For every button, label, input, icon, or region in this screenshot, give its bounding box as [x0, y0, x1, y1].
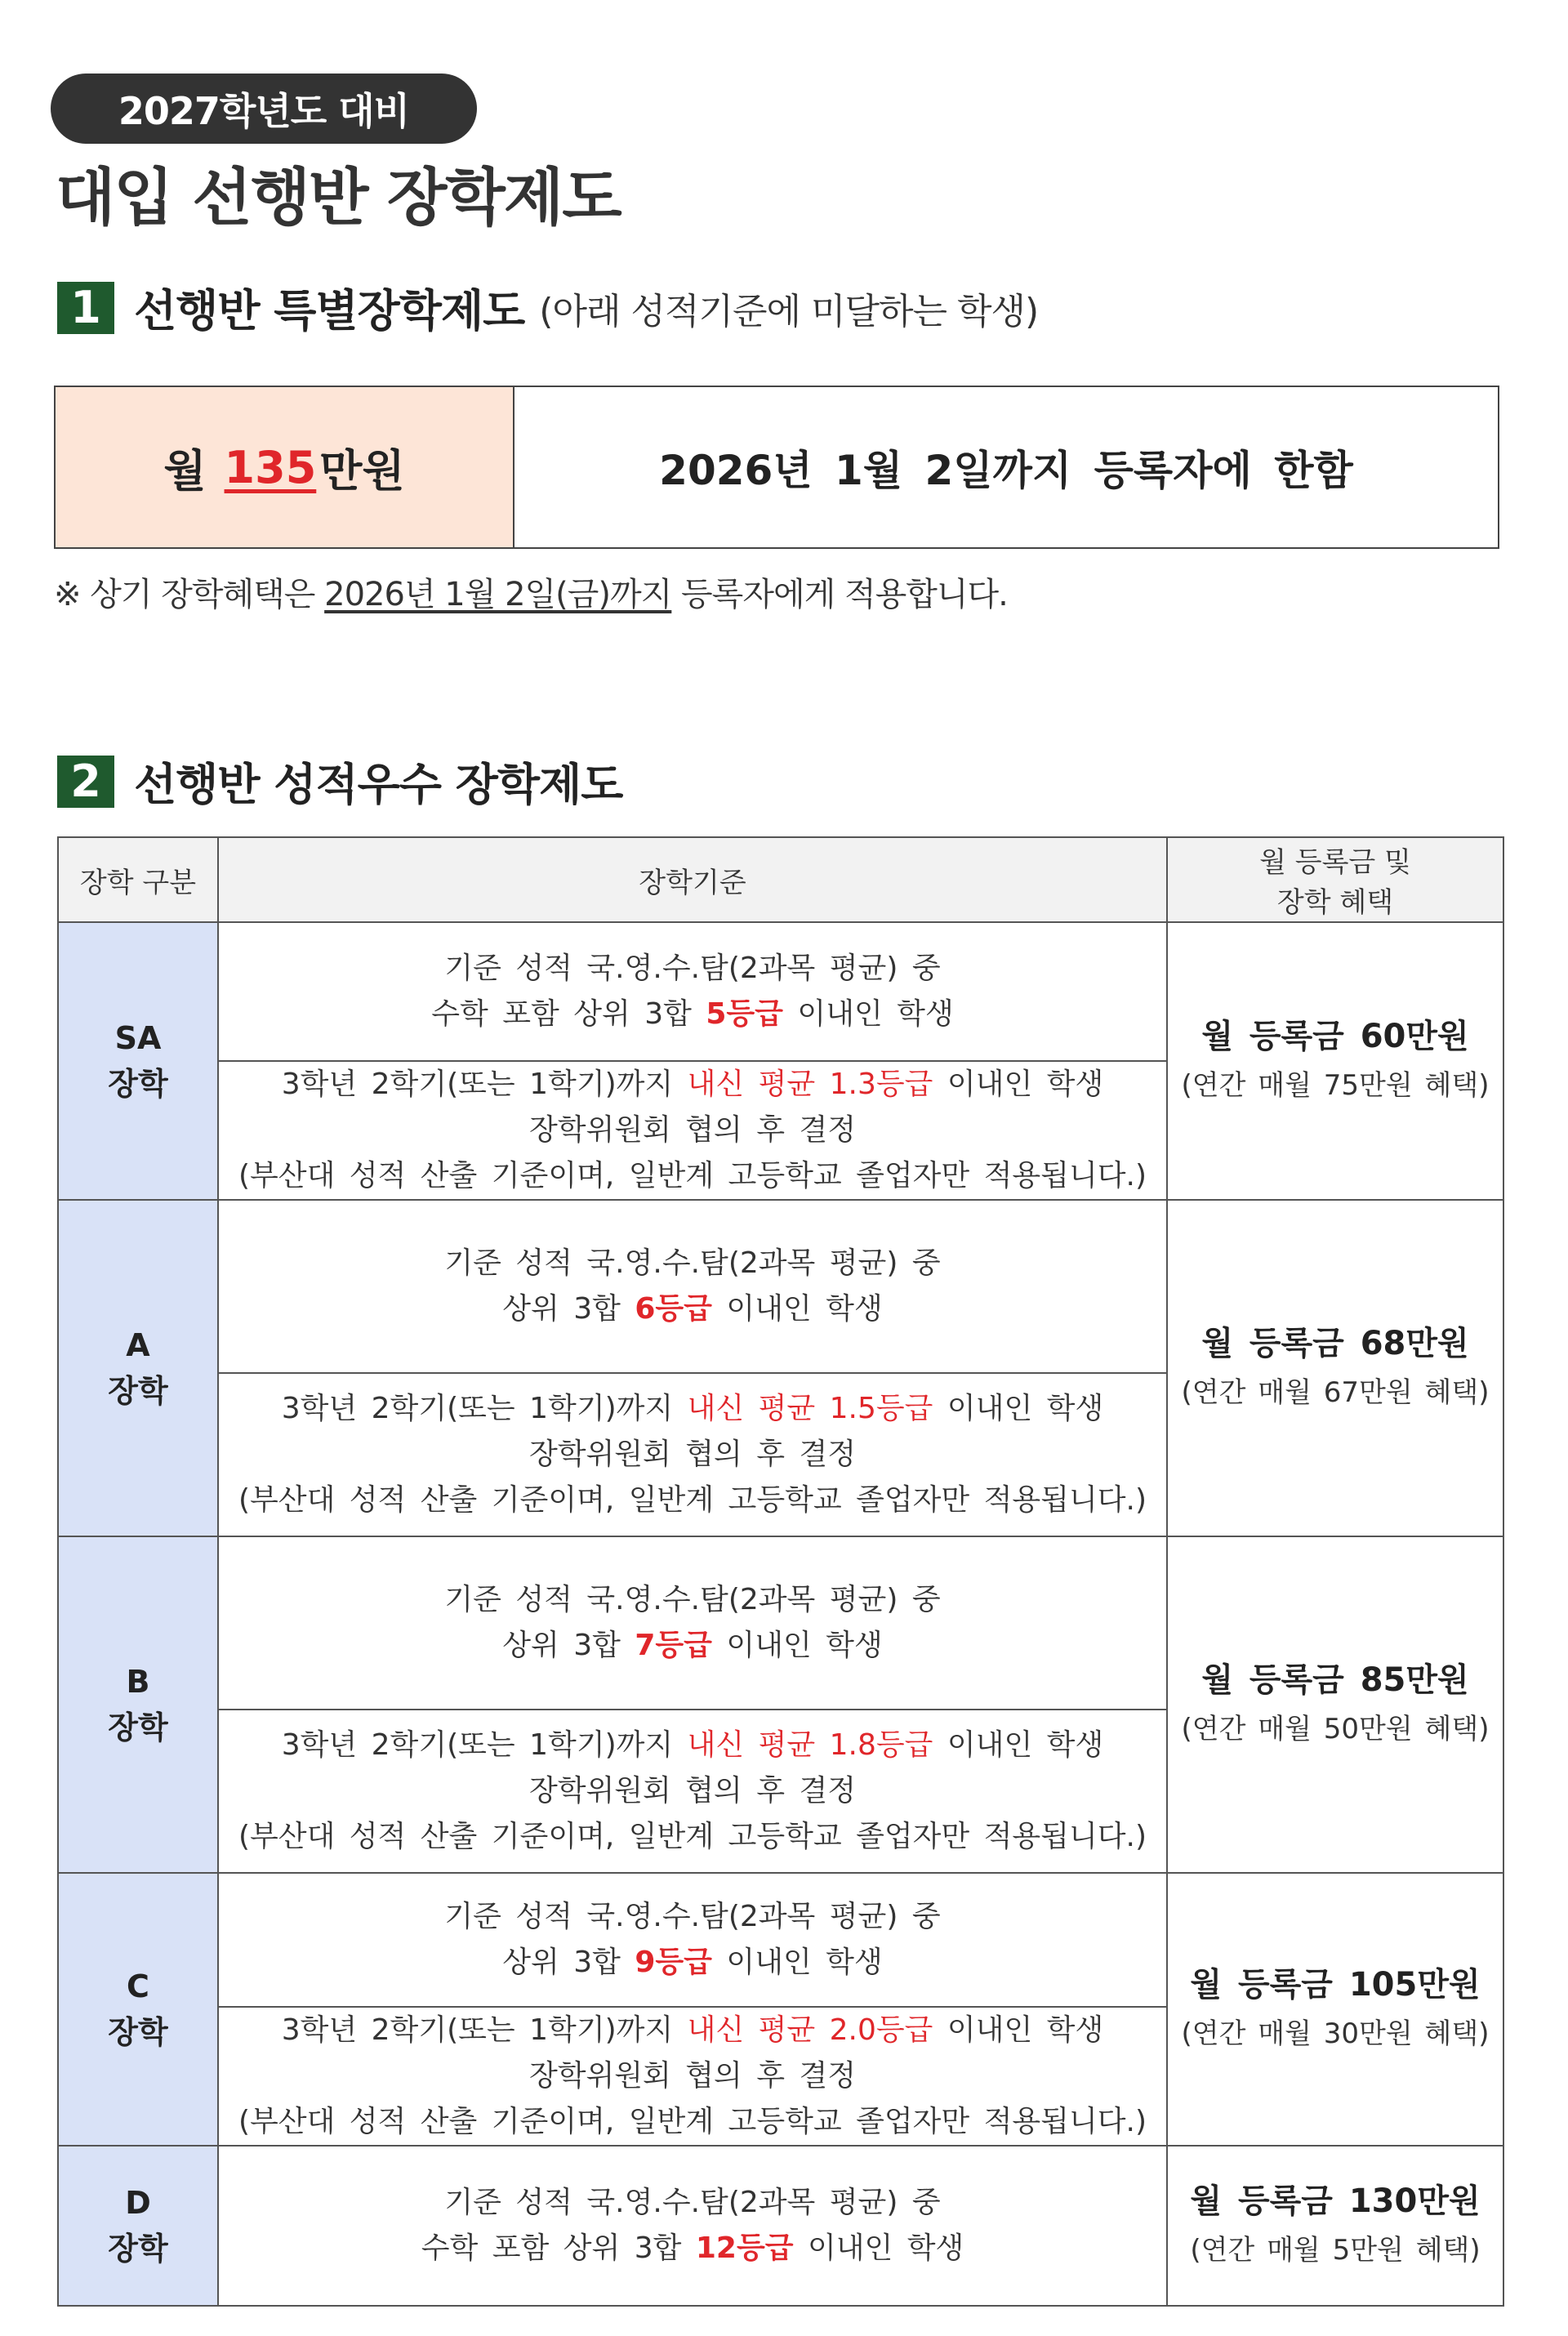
criteria-line	[219, 992, 1166, 1037]
section1-heading	[57, 276, 1038, 339]
criteria-line	[219, 1623, 1166, 1669]
criteria-text: 이내인 학생	[933, 1392, 1104, 1425]
criteria-text: 상위 3합	[502, 1946, 635, 1979]
criteria-line: (부산대 성적 산출 기준이며, 일반계 고등학교 졸업자만 적용됩니다.)	[238, 2105, 1147, 2138]
criteria-text: 이내인 학생	[711, 1946, 883, 1979]
grade-highlight: 12등급	[695, 2231, 794, 2265]
row-category	[58, 1873, 218, 2146]
note-date: 2026년 1월 2일(금)까지	[324, 576, 672, 613]
criteria-text: 이내인 학생	[711, 1292, 883, 1326]
header-criteria: 장학기준	[218, 837, 1167, 922]
criteria-line: 기준 성적 국.영.수.탐(2과목 평균) 중	[444, 1583, 941, 1616]
table-row	[58, 1536, 1503, 1710]
criteria-text: 상위 3합	[502, 1629, 635, 1662]
special-note	[54, 568, 1008, 615]
criteria-line: 장학위원회 협의 후 결정	[528, 2059, 857, 2093]
note-prefix: ※ 상기 장학혜택은	[54, 576, 325, 613]
section2-heading	[57, 750, 622, 813]
criteria-text: 이내인 학생	[793, 2231, 964, 2265]
header-benefit	[1167, 837, 1503, 922]
benefit-main: 월 등록금 130만원	[1190, 2182, 1481, 2220]
criteria-line: (부산대 성적 산출 기준이며, 일반계 고등학교 졸업자만 적용됩니다.)	[238, 1483, 1147, 1517]
criteria-line: 기준 성적 국.영.수.탐(2과목 평균) 중	[444, 1900, 941, 1933]
section1-number: 1	[57, 282, 114, 334]
criteria-school-record	[218, 1710, 1167, 1873]
benefit-sub: (연간 매월 5만원 혜택)	[1190, 2234, 1481, 2267]
benefit-sub: (연간 매월 75만원 혜택)	[1181, 1069, 1490, 1102]
category-code: C	[127, 1968, 149, 2004]
criteria-text: 이내인 학생	[711, 1629, 883, 1662]
category-label: 장학	[108, 2231, 168, 2267]
criteria-text: 상위 3합	[502, 1292, 635, 1326]
criteria-school-record	[218, 1373, 1167, 1536]
criteria-text: 3학년 2학기(또는 1학기)까지	[281, 2013, 688, 2047]
criteria-line	[219, 2226, 1166, 2271]
criteria-line: 기준 성적 국.영.수.탐(2과목 평균) 중	[444, 952, 941, 985]
year-badge: 2027학년도 대비	[51, 74, 477, 144]
category-code: SA	[114, 1020, 162, 1056]
grade-highlight: 6등급	[635, 1292, 712, 1326]
criteria-score	[218, 2146, 1167, 2306]
criteria-line: (부산대 성적 산출 기준이며, 일반계 고등학교 졸업자만 적용됩니다.)	[238, 1820, 1147, 1853]
record-highlight: 내신 평균 2.0등급	[687, 2013, 933, 2047]
grade-highlight: 7등급	[635, 1629, 712, 1662]
criteria-line	[219, 1386, 1166, 1432]
grade-highlight: 5등급	[706, 997, 783, 1031]
category-code: B	[126, 1664, 150, 1700]
criteria-score	[218, 1536, 1167, 1710]
criteria-text: 수학 포함 상위 3합	[431, 997, 706, 1031]
row-category	[58, 922, 218, 1200]
table-row	[58, 2146, 1503, 2306]
criteria-line	[219, 1723, 1166, 1768]
criteria-line: 기준 성적 국.영.수.탐(2과목 평균) 중	[444, 1246, 941, 1280]
criteria-score	[218, 1200, 1167, 1373]
criteria-text: 수학 포함 상위 3합	[421, 2231, 696, 2265]
row-benefit	[1167, 2146, 1503, 2306]
category-code: D	[125, 2185, 151, 2221]
header-benefit-line1: 월 등록금 및	[1259, 846, 1411, 879]
header-benefit-line2: 장학 혜택	[1276, 886, 1394, 919]
page-title: 대입 선행반 장학제도	[56, 161, 621, 234]
criteria-school-record	[218, 1061, 1167, 1200]
header-category: 장학 구분	[58, 837, 218, 922]
criteria-text: 3학년 2학기(또는 1학기)까지	[281, 1392, 688, 1425]
category-code: A	[126, 1327, 150, 1363]
row-category	[58, 1200, 218, 1536]
record-highlight: 내신 평균 1.3등급	[687, 1068, 933, 1101]
criteria-score	[218, 922, 1167, 1061]
row-benefit	[1167, 1200, 1503, 1536]
benefit-sub: (연간 매월 67만원 혜택)	[1181, 1376, 1490, 1409]
scholarship-table	[57, 836, 1504, 2307]
section2-title: 선행반 성적우수 장학제도	[134, 759, 623, 810]
criteria-text: 이내인 학생	[782, 997, 954, 1031]
row-benefit	[1167, 1873, 1503, 2146]
criteria-text: 이내인 학생	[933, 2013, 1104, 2047]
criteria-score	[218, 1873, 1167, 2007]
benefit-sub: (연간 매월 30만원 혜택)	[1181, 2017, 1490, 2050]
special-condition: 2026년 1월 2일까지 등록자에 한함	[659, 447, 1353, 494]
category-label: 장학	[108, 1066, 168, 1102]
criteria-text: 3학년 2학기(또는 1학기)까지	[281, 1728, 688, 1762]
special-price	[56, 387, 514, 547]
table-row	[58, 922, 1503, 1061]
criteria-line: (부산대 성적 산출 기준이며, 일반계 고등학교 졸업자만 적용됩니다.)	[238, 1159, 1147, 1193]
price-prefix: 월	[163, 444, 207, 497]
category-label: 장학	[108, 1373, 168, 1409]
benefit-sub: (연간 매월 50만원 혜택)	[1181, 1713, 1490, 1745]
section1-subtitle: (아래 성적기준에 미달하는 학생)	[539, 290, 1039, 332]
criteria-line	[219, 1940, 1166, 1986]
section2-number: 2	[57, 756, 114, 808]
note-suffix: 등록자에게 적용합니다.	[671, 576, 1008, 613]
row-benefit	[1167, 922, 1503, 1200]
table-header-row	[58, 837, 1503, 922]
criteria-text: 3학년 2학기(또는 1학기)까지	[281, 1068, 688, 1101]
criteria-line	[219, 1062, 1166, 1108]
record-highlight: 내신 평균 1.8등급	[687, 1728, 933, 1762]
criteria-line: 장학위원회 협의 후 결정	[528, 1113, 857, 1147]
criteria-line	[219, 2008, 1166, 2053]
category-label: 장학	[108, 2014, 168, 2050]
criteria-text: 이내인 학생	[933, 1728, 1104, 1762]
table-row	[58, 1200, 1503, 1373]
row-benefit	[1167, 1536, 1503, 1873]
price-amount: 135	[224, 441, 317, 493]
benefit-main: 월 등록금 68만원	[1201, 1325, 1469, 1362]
category-label: 장학	[108, 1710, 168, 1745]
row-category	[58, 1536, 218, 1873]
criteria-school-record	[218, 2007, 1167, 2146]
criteria-line: 장학위원회 협의 후 결정	[528, 1774, 857, 1808]
benefit-main: 월 등록금 105만원	[1190, 1966, 1481, 2004]
criteria-text: 이내인 학생	[933, 1068, 1104, 1101]
special-scholarship-box	[54, 386, 1499, 549]
criteria-line: 장학위원회 협의 후 결정	[528, 1438, 857, 1471]
criteria-line	[219, 1286, 1166, 1332]
section1-title: 선행반 특별장학제도	[134, 285, 525, 337]
record-highlight: 내신 평균 1.5등급	[687, 1392, 933, 1425]
benefit-main: 월 등록금 60만원	[1201, 1018, 1469, 1055]
price-suffix: 만원	[319, 444, 405, 497]
benefit-main: 월 등록금 85만원	[1201, 1661, 1469, 1699]
table-row	[58, 1873, 1503, 2007]
grade-highlight: 9등급	[635, 1946, 712, 1979]
row-category	[58, 2146, 218, 2306]
criteria-line: 기준 성적 국.영.수.탐(2과목 평균) 중	[444, 2186, 941, 2219]
